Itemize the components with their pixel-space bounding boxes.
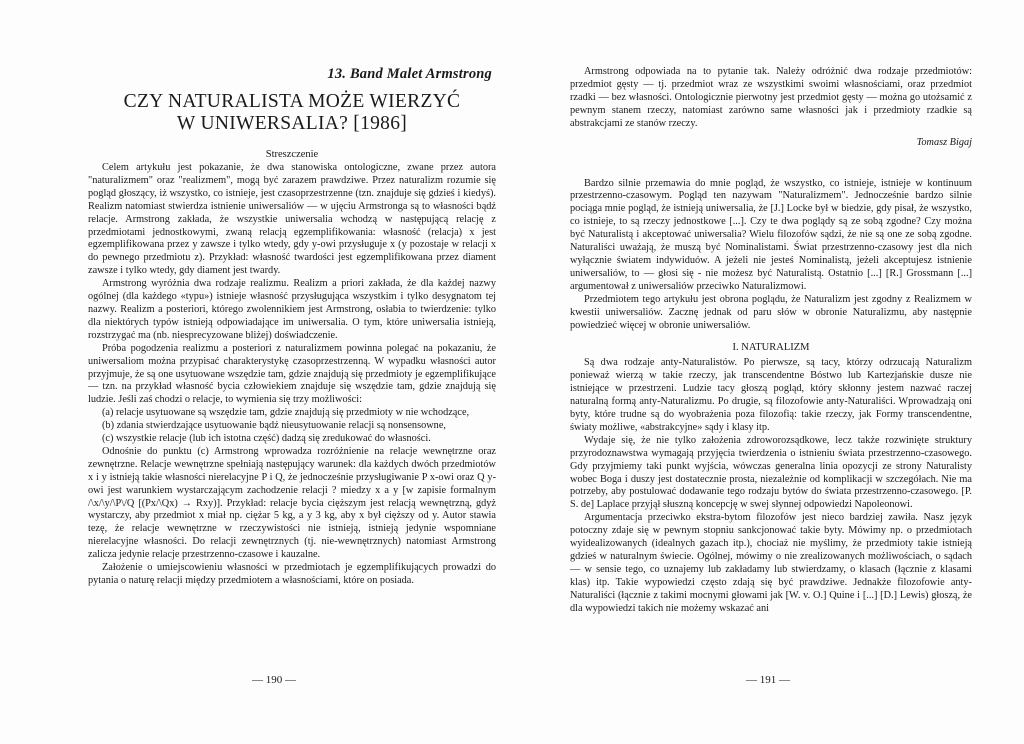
paragraph: Założenie o umiejscowieniu własności w przedmiotach je egzemplifikujących prowadzi do pytania o naturę relacji między przedmiotem a własnościami, które on posiada. xyxy=(88,562,496,586)
list-item: (a) relacje usytuowane są wszędzie tam, gdzie znajdują się przedmioty w nie wchodzące, xyxy=(102,407,470,419)
paragraph: Przedmiotem tego artykułu jest obrona poglądu, że Naturalizm jest zgodny z Realizmem w kwestii uniwersaliów. Zacznę jednak od paru słów w obronie Naturalizmu, aby następnie powiedzieć więcej w obronie uniwersaliów. xyxy=(570,293,972,331)
paragraph: Bardzo silnie przemawia do mnie pogląd, że wszystko, co istnieje, istnieje w kontinuum przestrzenno-czasowym. Pogląd ten nazywam "Naturalizmem". Jednocześnie bardzo silnie pociąga mnie pogląd, że istnieją uniwersalia, że [J.] Locke był w biedzie, gdy pisał, że wszystko, co istnieje, to są rzeczy jednostkowe [...]. Czy te dwa poglądy są ze sobą zgodne? Czy można być Naturalistą i akceptować uniwersalia? Wielu filozofów sądzi, że nie są one ze sobą zgodne. Naturaliści uważają, że muszą być Nominalistami. Świat przestrzenno-czasowy jest dla nich wyłącznie światem indywiduów. A jeżeli nie jesteś Nominalistą, jeżeli akceptujesz istnienie uniwersaliów, to — głosi się - nie możesz być Naturalistą. Ostatnio [...] [R.] Grossmann [...] argumentował z uniwersaliów przeciwko Naturalizmowi. xyxy=(570,177,972,292)
list-item: (b) zdania stwierdzające usytuowanie bądź nieusytuowanie relacji są nonsensowne, xyxy=(102,420,446,432)
abstract-label: Streszczenie xyxy=(265,149,319,160)
paragraph: Odnośnie do punktu (c) Armstrong wprowadza rozróżnienie na relacje wewnętrzne oraz zewnętrzne. Relacje wewnętrzne spełniają następujący warunek: dla każdych dwóch przedmiotów x i y istnieją takie własności nierelacyjne P i Q, że jednocześnie przysługiwanie P x-owi oraz Q y-owi jest warunkiem wystarczającym zachodzenie relacji ? miedzy x a y [w zapisie formalnym /\x/\y/\P\/Q [(Px/\Qx) → Rxy)]. Przykład: relacje bycia cięższym jest relacją wewnętrzną, gdyż wystarczy, aby przedmiot x miał np. ciężar 5 kg, a y 3 kg, aby x był cięższy od y. Autor stawia tezę, że relacje wewnętrzne w rzeczywistości nie istnieją, istnieją jedynie wspomniane nierelacyjne własności. Do relacji zewnętrznych (tj. nie-wewnętrznych) natomiast Armstrong zalicza jedynie relacje przestrzenno-czasowe i kauzalne. xyxy=(88,445,496,561)
paragraph: Argumentacja przeciwko ekstra-bytom filozofów jest nieco bardziej zawiła. Nasz język potoczny zdaje się w pewnym stopniu sankcjonować takie byty. Mówimy np. o przedmiotach wyidealizowanych (idealnych gazach itp.), chociaż nie myślimy, że przedmioty takie istnieją gdzieś w naturalnym świecie. Ogólnej, mówimy o nie zrealizowanych możliwościach, o sądach — w sensie tego, co uznajemy lub zakładamy lub stwierdzamy, o klasach (łącznie z klasami klas) itp. Takie wypowiedzi często zdają się być prawdziwe. Jednakże filozofowie anty-Naturaliści (łącznie z takimi mocnymi głowami jak [W. v. O.] Quine i [...] [D.] Lewis) głoszą, że dla wypowiedzi takich nie możemy wskazać ani xyxy=(570,512,972,614)
right-page xyxy=(512,0,1024,744)
page-number: — 190 — xyxy=(252,674,296,686)
paragraph: Wydaje się, że nie tylko założenia zdroworozsądkowe, lecz także rozwinięte struktury przyrodoznawstwa wymagają przyjęcia twierdzenia o istnieniu świata przestrzenno-czasowego. Gdy przyjmiemy taki punkt wyjścia, wówczas generalna linia opozycji ze strony Naturalisty wobec Boga i duszy jest dostatecznie prosta, niezależnie od komplikacji w szczegółach. Nie ma potrzeby, aby postulować dodawanie tego rodzaju bytów do świata przestrzenno-czasowego. [P. S. de] Laplace przyjął słuszną koncepcję w swej słynnej odpowiedzi Napoleonowi. xyxy=(570,434,972,511)
title-line-2: W UNIWERSALIA? [1986] xyxy=(176,113,408,134)
title-line-1: CZY NATURALISTA MOŻE WIERZYĆ xyxy=(123,91,461,112)
paragraph: Są dwa rodzaje anty-Naturalistów. Po pierwsze, są tacy, którzy odrzucają Naturalizm ponieważ wierzą w takie rzeczy, jak transcendentne Bóstwo lub Kartezjańskie dusze nie istniejące w przestrzeni. Ludzie tacy głoszą pogląd, który skłonny jestem nazwać raczej naturalną formą anty-Naturalizmu. Po drugie, są filozofowie anty-Naturaliści. Wprowadzają oni byty, które trudne są do wyobrażenia poza filozofią: takie rzeczy, jak Formy transcendentne, światy możliwe, «abstrakcyjne» sądy i klasy itp. xyxy=(570,357,972,433)
relation-options-list xyxy=(88,407,496,446)
translator-signature: Tomasz Bigaj xyxy=(916,136,972,148)
section-heading: I. NATURALIZM xyxy=(732,342,810,354)
article-title xyxy=(88,91,496,135)
chapter-header: 13. Band Malet Armstrong xyxy=(327,66,492,82)
paragraph: Armstrong odpowiada na to pytanie tak. Należy odróżnić dwa rodzaje przedmiotów: przedmiot gęsty — tj. przedmiot wraz ze wszystkimi swoimi własnościami, oraz przedmiot rzadki — bez własności. Ontologicznie pierwotny jest przedmiot gęsty — można go utożsamić z pewnym stanem rzeczy, natomiast zarówno same własności jak i przedmioty rzadkie są abstrakcjami ze stanów rzeczy. xyxy=(570,66,972,129)
paragraph: Próba pogodzenia realizmu a posteriori z naturalizmem powinna polegać na pokazaniu, że uniwersaliom można przypisać charakterystykę czasoprzestrzenną. W wypadku własności autor przyjmuje, że są one usytuowane wszędzie tam, gdzie znajdują się przedmioty je egzemplifikujące — tzn. na przykład własność bycia człowiekiem znajduje się wszędzie tam, gdzie znajdują się ludzie. Jeśli zaś chodzi o relacje, to wymienia się trzy możliwości: xyxy=(88,342,496,406)
list-item: (c) wszystkie relacje (lub ich istotna część) dadzą się zredukować do własności. xyxy=(102,433,431,445)
paragraph: Armstrong wyróżnia dwa rodzaje realizmu. Realizm a priori zakłada, że dla każdej nazwy ogólnej (dla każdego «typu») istnieje własność przysługująca wszystkim i tylko desygnatom tej nazwy. Realizm a posteriori, którego zwolennikiem jest Armstrong, osłabia to twierdzenie: tylko dla niektórych typów istnieją odpowiadające im uniwersalia. O tym, które uniwersalia istnieją, rozstrzygać ma (nb. niesprecyzowane bliżej) doświadczenie. xyxy=(88,278,496,341)
page-number: — 191 — xyxy=(746,674,790,686)
paragraph: Celem artykułu jest pokazanie, że dwa stanowiska ontologiczne, zwane przez autora "naturalizmem" oraz "realizmem", mogą być zarazem prawdziwe. Przez naturalizm rozumie się pogląd głoszący, iż wszystko, co istnieje, jest czasoprzestrzenne (tzn. znajduje się gdzieś i kiedyś). Realizm natomiast stwierdza istnienie uniwersaliów — w ujęciu Armstronga są to własności bądź relacje. Armstrong zakłada, że wszystkie uniwersalia wchodzą w następującą relację z przedmiotami jednostkowymi, zwaną relacją egzemplifikowania: własność (relacja) x jest egzemplifikowana przez y zawsze i tylko wtedy, gdy y-owi przysługuje x (y pozostaje w relacji x do pewnego przedmiotu z). Przykład: własność twardości jest egzemplifikowana przez diament zawsze i tylko wtedy, gdy diament jest twardy. xyxy=(88,162,496,277)
